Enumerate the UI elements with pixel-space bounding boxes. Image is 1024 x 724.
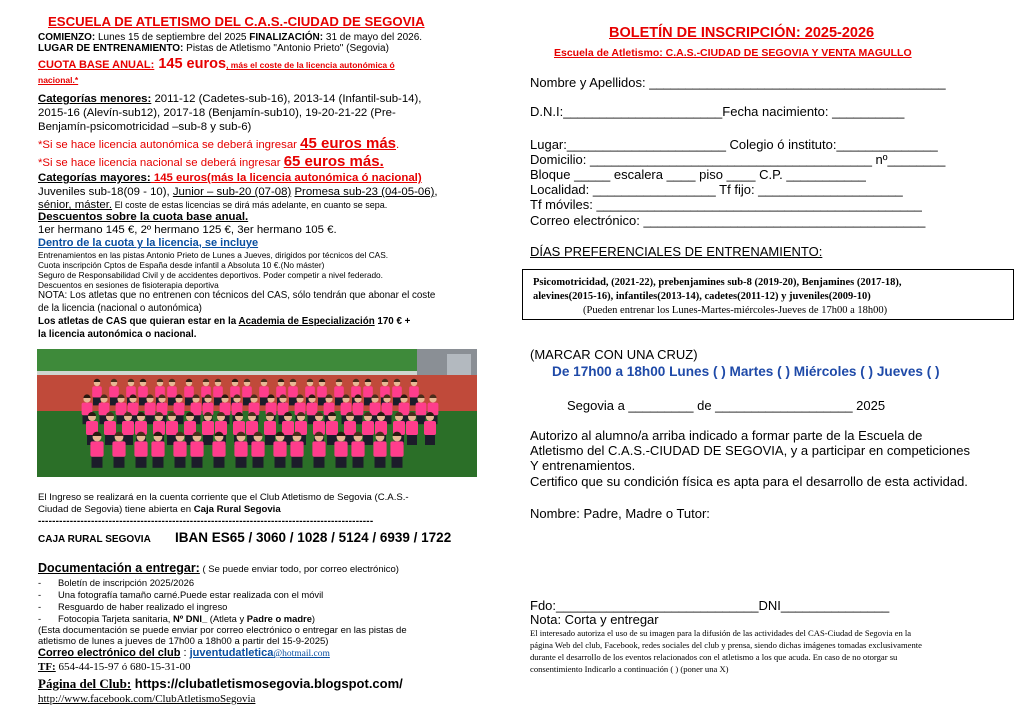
- academy-line: la licencia autonómica o nacional.: [38, 329, 197, 340]
- payment-line: El Ingreso se realizará en la cuenta corriente que el Club Atletismo de Segovia (C.A.S.-: [38, 492, 409, 503]
- email-link[interactable]: juventudatletica: [189, 647, 274, 659]
- club-page: Página del Club: https://clubatletismosegovia.blogspot.com/: [38, 676, 403, 691]
- document-item: - Resguardo de haber realizado el ingreso: [58, 601, 227, 612]
- schedule-checkboxes[interactable]: De 17h00 a 18h00 Lunes ( ) Martes ( ) Miércoles ( ) Jueves ( ): [552, 364, 940, 379]
- academy-line: Los atletas de CAS que quieran estar en la Academia de Especialización 170 € +: [38, 316, 411, 327]
- minor-categories: Categorías menores: 2011-12 (Cadetes-sub-16), 2013-14 (Infantil-sub-14),: [38, 93, 422, 105]
- document-item: - Boletín de inscripción 2025/2026: [58, 577, 194, 588]
- mobile-field[interactable]: Tf móviles: _____________________________________________: [530, 197, 922, 212]
- minor-categories-line: Benjamín-psicomotricidad –sub-8 y sub-6): [38, 121, 252, 133]
- locality-phone-field[interactable]: Localidad: _________________ Tf fijo: ____________________: [530, 182, 903, 197]
- training-box-line: alevines(2015-16), infantiles(2013-14), cadetes(2011-12) y juveniles(2009-10): [533, 291, 871, 302]
- minor-categories-line: 2015-16 (Alevín-sub12), 2017-18 (Benjamín-sub10), 19-20-21-22 (Pre-: [38, 107, 396, 119]
- authorize-line: Certifico que su condición física es apta para el desarrollo de esta actividad.: [530, 474, 968, 489]
- note-line: de la licencia (nacional o autonómica): [38, 303, 202, 314]
- privacy-line: durante el desarrollo de los eventos relacionados con el atletismo a los que acuda. En caso de no otorgar su: [530, 652, 898, 662]
- included-item: Cuota inscripción Cptos de España desde infantil a Absoluta 10 €.(No máster): [38, 260, 325, 270]
- facebook-link[interactable]: http://www.facebook.com/ClubAtletismoSegovia: [38, 693, 256, 705]
- payment-line: Ciudad de Segovia) tiene abierta en Caja Rural Segovia: [38, 504, 281, 515]
- included-item: Seguro de Responsabilidad Civil y de accidentes deportivos. Poder competir a nivel federado.: [38, 270, 383, 280]
- dashed-separator: -----------------------------------------------------------------------------------------------: [38, 516, 374, 527]
- club-phone: TF: 654-44-15-97 ó 680-15-31-00: [38, 661, 191, 673]
- dni-birthdate-field[interactable]: D.N.I:______________________Fecha nacimiento: __________: [530, 104, 905, 119]
- place-school-field[interactable]: Lugar:______________________ Colegio ó instituto:______________: [530, 137, 938, 152]
- name-field[interactable]: Nombre y Apellidos: _________________________________________: [530, 75, 946, 90]
- guardian-name: Nombre: Padre, Madre o Tutor:: [530, 506, 710, 521]
- discounts-title: Descuentos sobre la cuota base anual.: [38, 211, 249, 223]
- school-title: ESCUELA DE ATLETISMO DEL C.A.S.-CIUDAD DE SEGOVIA: [48, 14, 425, 29]
- documents-extra: atletismo de lunes a jueves de 17h00 a 18h00 a partir del 15-9-2025): [38, 636, 329, 647]
- form-title: BOLETÍN DE INSCRIPCIÓN: 2025-2026: [609, 25, 875, 41]
- iban: IBAN ES65 / 3060 / 1028 / 5124 / 6939 / 1722: [175, 530, 452, 545]
- major-categories-line: sénior, máster. El coste de estas licencias se dirá más adelante, en cuanto se sepa.: [38, 199, 388, 211]
- address-field[interactable]: Domicilio: _______________________________________ nº________: [530, 152, 946, 167]
- authorize-line: Y entrenamientos.: [530, 458, 636, 473]
- documents-extra: (Esta documentación se puede enviar por correo electrónico o entregar en las pistas de: [38, 625, 407, 636]
- address-detail-field[interactable]: Bloque _____ escalera ____ piso ____ C.P. ___________: [530, 167, 866, 182]
- cut-note: Nota: Corta y entregar: [530, 612, 659, 627]
- major-categories-line: Juveniles sub-18(09 - 10), Junior – sub-20 (07-08) Promesa sub-23 (04-05-06),: [38, 186, 438, 198]
- privacy-line: consentimiento Indicarlo a continuación ( ) (poner una X): [530, 664, 729, 674]
- major-categories: Categorías mayores: 145 euros(más la licencia autonómica ó nacional): [38, 172, 422, 184]
- club-email: Correo electrónico del club : juventudatletica@hotmail.com: [38, 647, 330, 659]
- bank-name: CAJA RURAL SEGOVIA: [38, 534, 151, 545]
- included-item: Descuentos en sesiones de fisioterapia deportiva: [38, 280, 219, 290]
- licence-national-note: *Si se hace licencia nacional se deberá ingresar 65 euros más.: [38, 153, 384, 170]
- included-title: Dentro de la cuota y la licencia, se incluye: [38, 237, 259, 249]
- authorize-line: Autorizo al alumno/a arriba indicado a formar parte de la Escuela de: [530, 428, 923, 443]
- email-field[interactable]: Correo electrónico: _______________________________________: [530, 213, 926, 228]
- discounts-line: 1er hermano 145 €, 2º hermano 125 €, 3er hermano 105 €.: [38, 224, 337, 236]
- privacy-line: página Web del club, Facebook, redes sociales del club y prensa, siendo dichas imágenes tomadas exclusivamente: [530, 640, 922, 650]
- training-days-title: DÍAS PREFERENCIALES DE ENTRENAMIENTO:: [530, 244, 823, 259]
- mark-instruction: (MARCAR CON UNA CRUZ): [530, 347, 698, 362]
- training-box-line: (Pueden entrenar los Lunes-Martes-miércoles-Jueves de 17h00 a 18h00): [583, 305, 888, 316]
- training-box-line: Psicomotricidad, (2021-22), prebenjamines sub-8 (2019-20), Benjamines (2017-18),: [533, 277, 902, 288]
- form-column: [512, 0, 1024, 724]
- privacy-line: El interesado autoriza el uso de su imagen para la difusión de las actividades del CAS-Ciudad de Segovia en la: [530, 628, 912, 638]
- signature-line[interactable]: Fdo:____________________________DNI_______________: [530, 598, 890, 613]
- document-item: - Fotocopia Tarjeta sanitaria, Nº DNI_ (Atleta y Padre o madre): [58, 613, 315, 624]
- club-page-link[interactable]: https://clubatletismosegovia.blogspot.com/: [131, 676, 403, 691]
- base-quota: CUOTA BASE ANUAL: 145 euros, más el coste de la licencia autonómica ó: [38, 56, 395, 72]
- form-subtitle: Escuela de Atletismo: C.A.S.-CIUDAD DE SEGOVIA Y VENTA MAGULLO: [554, 47, 912, 59]
- included-item: Entrenamientos en las pistas Antonio Prieto de Lunes a Jueves, dirigidos por técnicos del CAS.: [38, 250, 389, 260]
- authorize-line: Atletismo del C.A.S.-CIUDAD DE SEGOVIA, y a participar en competiciones: [530, 443, 970, 458]
- document-item: - Una fotografía tamaño carné.Puede estar realizada con el móvil: [58, 589, 323, 600]
- group-photo: [37, 349, 477, 477]
- licence-autonomic-note: *Si se hace licencia autonómica se deberá ingresar 45 euros más.: [38, 135, 400, 152]
- base-quota-note: nacional.*: [38, 75, 79, 85]
- place-date-line[interactable]: Segovia a _________ de ___________________ 2025: [567, 398, 886, 413]
- training-box: [522, 269, 1014, 320]
- note-line: NOTA: Los atletas que no entrenen con técnicos del CAS, sólo tendrán que abonar el coste: [38, 290, 436, 301]
- season-dates: COMIENZO: Lunes 15 de septiembre del 2025 FINALIZACIÓN: 31 de mayo del 2026.: [38, 32, 423, 43]
- training-place: LUGAR DE ENTRENAMIENTO: Pistas de Atletismo "Antonio Prieto" (Segovia): [38, 43, 389, 54]
- documents-title: Documentación a entregar: ( Se puede enviar todo, por correo electrónico): [38, 561, 399, 575]
